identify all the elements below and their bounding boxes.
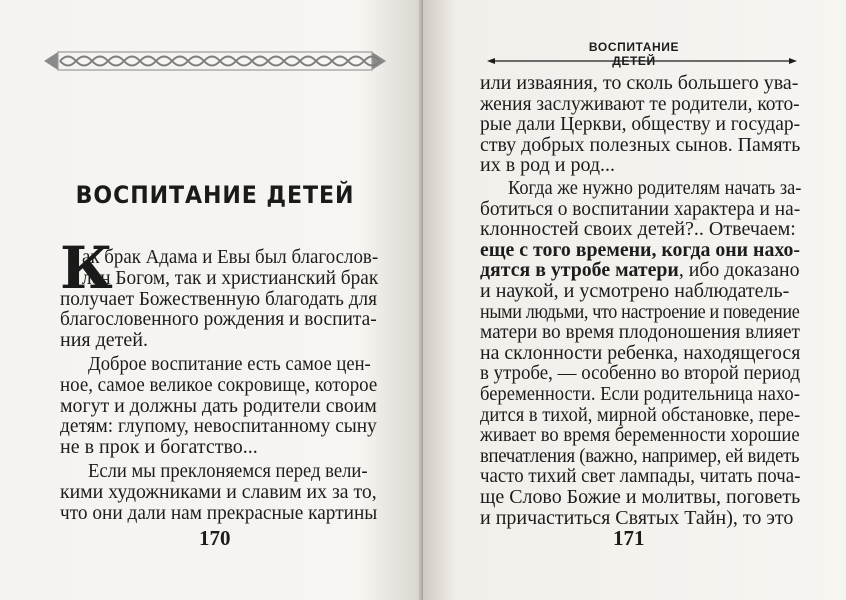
- text-line-rest: , ибо доказано: [678, 259, 800, 282]
- text-line: благословенного рождения и воспита-: [60, 308, 377, 331]
- text-line: лен Богом, так и христианский брак: [82, 266, 379, 289]
- celtic-knot-ornament: [44, 46, 386, 76]
- text-line: могут и должны дать родители своим: [60, 394, 377, 417]
- text-line: получает Божественную благодать для: [60, 287, 377, 310]
- page-number: 171: [613, 526, 645, 550]
- text-line: ще Слово Божие и молитвы, поговеть: [480, 486, 801, 508]
- drop-cap: К: [60, 234, 113, 302]
- text-line: Когда же нужно родителям начать за-: [508, 177, 802, 199]
- text-line: Если мы преклоняемся перед вели-: [88, 460, 368, 482]
- text-line: или изваяния, то сколь большего ува-: [480, 72, 799, 94]
- text-line: на склонности ребенка, находящегося: [480, 341, 801, 364]
- text-line: ботиться о воспитании характера и на-: [480, 197, 801, 220]
- running-header-rule-ornament: [487, 56, 797, 66]
- text-line: впечатления (важно, например, ей видеть: [480, 444, 800, 467]
- text-line: ное, самое великое сокровище, которое: [60, 373, 378, 396]
- text-line: жения заслуживают те родители, кото-: [480, 92, 800, 115]
- text-line: ству добрых полезных сынов. Память: [480, 133, 801, 156]
- running-header: ВОСПИТАНИЕ ДЕТЕЙ: [588, 40, 680, 68]
- text-line: не в прок и богатство...: [60, 436, 258, 459]
- page-number: 170: [199, 526, 231, 550]
- text-line: кими художниками и славим их за то,: [60, 480, 377, 503]
- text-line: матери во время плодоношения влияет: [480, 321, 800, 344]
- text-line: часто тихий свет лампады, читать поча-: [480, 465, 801, 488]
- chapter-title: ВОСПИТАНИЕ ДЕТЕЙ: [75, 181, 355, 209]
- text-line: и причаститься Святых Тайн), то это: [480, 506, 794, 529]
- text-line: рые дали Церкви, обществу и государ-: [480, 113, 801, 136]
- emphasis-text: дятся в утробе матери: [480, 259, 679, 282]
- text-line: беременности. Если родительница нахо-: [480, 383, 800, 405]
- right-page: [423, 0, 846, 600]
- text-line: и наукой, и усмотрено наблюдатель-: [480, 280, 790, 302]
- text-line: детям: глупому, невоспитанному сыну: [60, 415, 377, 438]
- text-line: ными людьми, что настроение и поведение: [480, 300, 800, 323]
- text-line: ния детей.: [60, 329, 148, 352]
- text-line: Доброе воспитание есть самое цен-: [88, 353, 371, 375]
- text-line: ак брак Адама и Евы был благослов-: [82, 246, 379, 268]
- emphasis-line: еще с того времени, когда они нахо-: [480, 238, 801, 261]
- text-line: их в род и род...: [480, 154, 616, 177]
- text-line: дится в тихой, мирной обстановке, пере-: [480, 403, 801, 426]
- text-line: что они дали нам прекрасные картины: [60, 501, 378, 524]
- text-line: живает во время беременности хорошие: [480, 424, 800, 447]
- text-line: клонностей своих детей?.. Отвечаем:: [480, 218, 796, 241]
- text-line: в утробе, — особенно во второй период: [480, 362, 801, 385]
- text-line: [480, 259, 800, 282]
